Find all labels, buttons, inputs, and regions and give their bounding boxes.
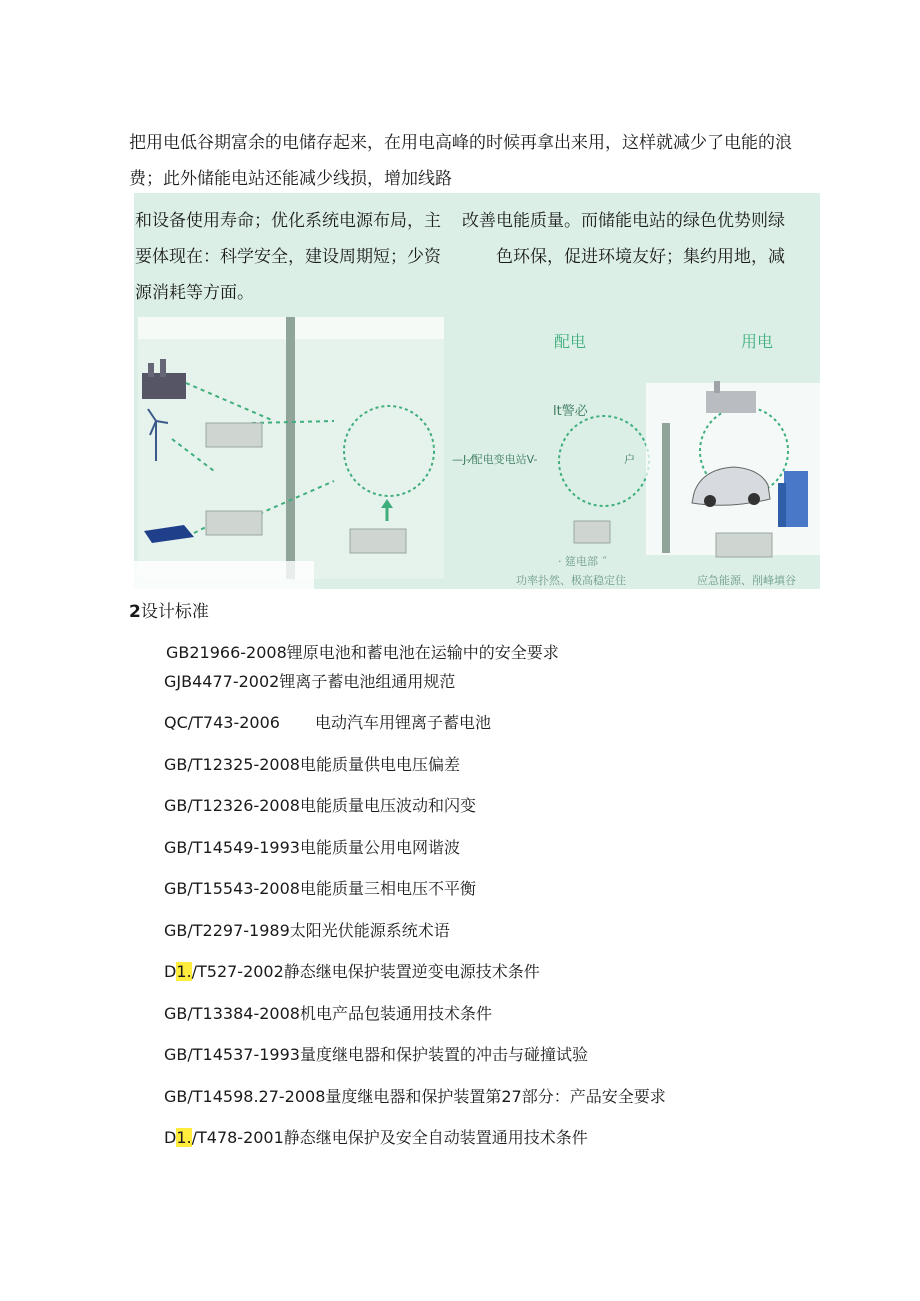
standard-code: GB/T14549-1993 bbox=[164, 838, 300, 857]
standard-title: 静态继电保护装置逆变电源技术条件 bbox=[283, 962, 540, 981]
mid-text-top: lt警必 bbox=[553, 404, 588, 419]
standard-item bbox=[164, 835, 460, 858]
standard-code: GB/T12326-2008 bbox=[164, 796, 300, 815]
standard-code-prefix: D bbox=[164, 962, 177, 981]
mid-text-bottom: · 筵电部 ˝ bbox=[558, 555, 607, 568]
standard-code-prefix: D bbox=[164, 1128, 177, 1147]
standard-title: 电能质量公用电网谐波 bbox=[299, 838, 460, 857]
standard-code: GB/T14598.27-2008 bbox=[164, 1087, 326, 1106]
section-number: 2 bbox=[129, 602, 141, 622]
figure-right-line-1: 改善电能质量。而储能电站的绿色优势则绿 bbox=[462, 211, 785, 231]
standard-item bbox=[164, 710, 491, 733]
standard-title: 电能质量三相电压不平衡 bbox=[299, 879, 476, 898]
standard-item bbox=[164, 918, 450, 941]
caption-consumption: 应急能源、削峰填谷 bbox=[697, 574, 796, 587]
figure-left-line-3: 源消耗等方面。 bbox=[135, 283, 254, 303]
standard-title: 静态继电保护及安全自动装置通用技术条件 bbox=[283, 1128, 588, 1147]
standard-item bbox=[164, 793, 476, 816]
energy-storage-figure bbox=[134, 193, 820, 589]
standard-code: GB/T14537-1993 bbox=[164, 1045, 300, 1064]
standard-title: 锂离子蓄电池组通用规范 bbox=[279, 672, 456, 691]
highlighted-text: 1. bbox=[176, 1128, 192, 1147]
standard-code: QC/T743-2006 bbox=[164, 713, 280, 732]
standard-code: GB/T15543-2008 bbox=[164, 879, 300, 898]
standard-code-rest: /T478-2001 bbox=[191, 1128, 284, 1147]
label-distribution: 配电 bbox=[554, 332, 587, 351]
standard-item bbox=[164, 1042, 588, 1065]
standard-title: 机电产品包装通用技术条件 bbox=[299, 1004, 492, 1023]
label-consumption: 用电 bbox=[741, 332, 774, 351]
mid-text-center-right: 户 bbox=[624, 453, 635, 466]
standard-item bbox=[164, 752, 460, 775]
standard-title: 量度继电器和保护装置的冲击与碰撞试验 bbox=[299, 1045, 588, 1064]
standard-title: 锂原电池和蓄电池在运输中的安全要求 bbox=[286, 643, 559, 662]
standard-title: 电能质量供电电压偏差 bbox=[299, 755, 460, 774]
standard-title: 电能质量电压波动和闪变 bbox=[299, 796, 476, 815]
intro-line-1: 把用电低谷期富余的电储存起来，在用电高峰的时候再拿出来用，这样就减少了电能的浪 bbox=[129, 133, 792, 153]
standard-code: GB/T2297-1989 bbox=[164, 921, 290, 940]
standard-code: GB21966-2008 bbox=[166, 643, 287, 662]
section-title: 设计标准 bbox=[140, 602, 209, 622]
highlighted-text: 1. bbox=[176, 962, 192, 981]
standard-code: GB/T13384-2008 bbox=[164, 1004, 300, 1023]
standard-item bbox=[164, 959, 540, 982]
standard-item bbox=[164, 876, 476, 899]
standard-item bbox=[164, 1001, 492, 1024]
standard-item bbox=[164, 669, 455, 692]
standard-code: GJB4477-2002 bbox=[164, 672, 280, 691]
standard-code-rest: /T527-2002 bbox=[191, 962, 284, 981]
standard-item bbox=[164, 1084, 666, 1107]
mid-text-center: —J-⁄配电变电站V- bbox=[452, 453, 538, 466]
figure-left-line-1: 和设备使用寿命；优化系统电源布局，主 bbox=[135, 211, 441, 231]
standard-title: 电动汽车用锂离子蓄电池 bbox=[314, 713, 491, 732]
section-heading bbox=[129, 597, 209, 622]
standard-title: 太阳光伏能源系统术语 bbox=[289, 921, 450, 940]
intro-line-2: 费；此外储能电站还能减少线损，增加线路 bbox=[129, 169, 452, 189]
figure-left-line-2: 要体现在：科学安全，建设周期短；少资 bbox=[135, 247, 441, 267]
caption-distribution: 功率扑然、极高稳定住 bbox=[516, 574, 626, 587]
standard-item bbox=[164, 1125, 588, 1148]
figure-right-line-2: 色环保，促进环境友好；集约用地，减 bbox=[496, 247, 785, 267]
standard-item bbox=[166, 640, 559, 663]
grid-illustration bbox=[134, 311, 820, 589]
standard-code: GB/T12325-2008 bbox=[164, 755, 300, 774]
standard-title: 量度继电器和保护装置第27部分：产品安全要求 bbox=[325, 1087, 666, 1106]
